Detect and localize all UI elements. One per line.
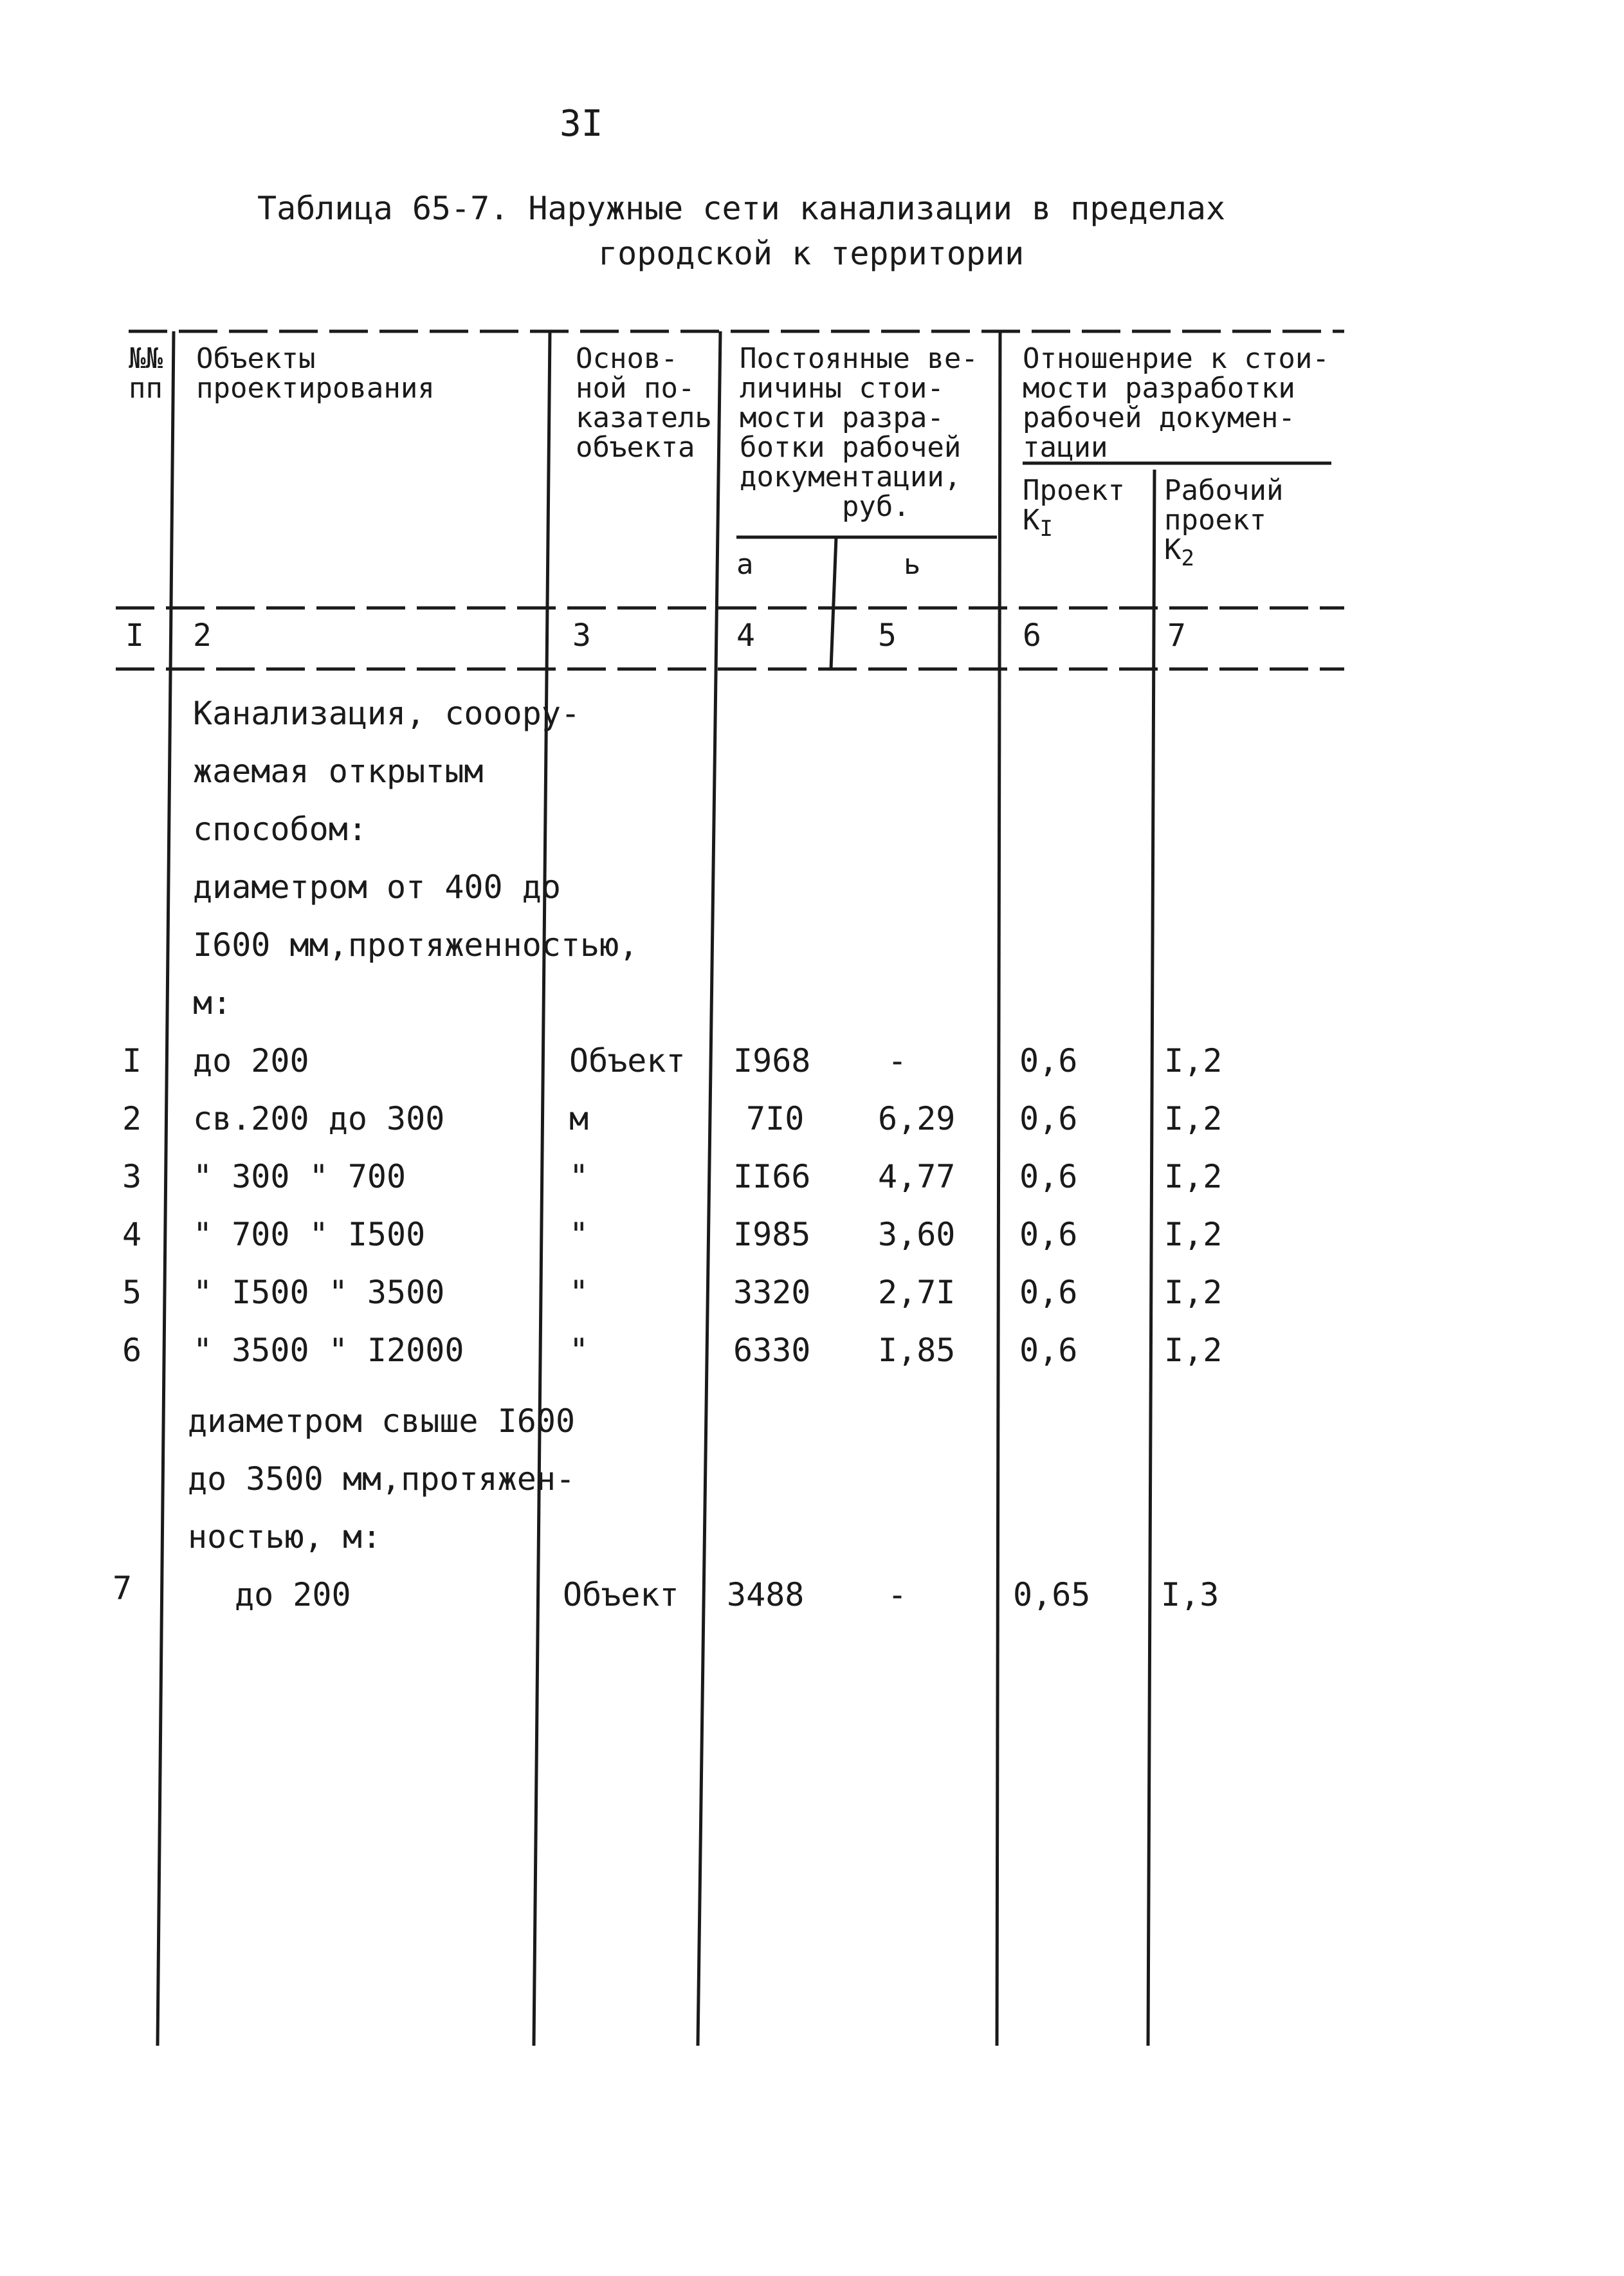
row-object: " 3500 " I2000 xyxy=(193,1332,464,1369)
table-title-line2: городской к территории xyxy=(598,235,1025,272)
row-value-a: 6330 xyxy=(733,1332,811,1369)
row-value-a: I985 xyxy=(733,1216,811,1253)
row-k1: 0,6 xyxy=(1019,1158,1078,1195)
row-indicator: " xyxy=(569,1158,589,1195)
row-object: св.200 до 300 xyxy=(193,1100,445,1137)
row-value-b: 4,77 xyxy=(878,1158,956,1195)
row-number: 3 xyxy=(122,1158,142,1195)
colnum-6: 6 xyxy=(1023,618,1041,654)
row-number: 4 xyxy=(122,1216,142,1253)
row-number: 2 xyxy=(122,1100,142,1137)
row-number: 7 xyxy=(113,1570,132,1607)
row-indicator: " xyxy=(569,1274,589,1311)
page-number: 3I xyxy=(560,103,603,145)
row-value-b: 6,29 xyxy=(878,1100,956,1137)
row-k2: I,2 xyxy=(1164,1216,1223,1253)
header-objects: Объекты проектирования xyxy=(196,342,435,405)
row-value-b: - xyxy=(888,1576,908,1613)
row-k1: 0,6 xyxy=(1019,1332,1078,1369)
row-value-a: 3320 xyxy=(733,1274,811,1311)
row-indicator: Объект xyxy=(563,1576,679,1613)
section1-line: диаметром от 400 до xyxy=(193,868,561,906)
row-k2: I,2 xyxy=(1164,1332,1223,1369)
header-row-number: №№ пп xyxy=(129,342,163,405)
colnum-2: 2 xyxy=(193,618,212,654)
section1-line: жаемая открытым xyxy=(193,753,484,790)
row-number: 5 xyxy=(122,1274,142,1311)
colnum-4: 4 xyxy=(736,618,755,654)
row-k2: I,2 xyxy=(1164,1100,1223,1137)
header-ratio: Отношенрие к стои- мости разработки рабочей докумен- тации xyxy=(1023,342,1329,464)
row-k2: I,2 xyxy=(1164,1042,1223,1079)
header-constant-values: Постоянные ве- личины стои- мости разра- ботки рабочей документации, руб. xyxy=(740,342,978,523)
colnum-3: 3 xyxy=(572,618,591,654)
row-number: 6 xyxy=(122,1332,142,1369)
section2-line: ностью, м: xyxy=(188,1518,382,1556)
section1-line: м: xyxy=(193,984,232,1022)
section1-line: I600 мм,протяженностью, xyxy=(193,926,639,964)
header-working-project: Рабочий проект $К_2$ xyxy=(1164,474,1284,571)
colnum-7: 7 xyxy=(1167,618,1186,654)
header-project: Проект $К_I$ xyxy=(1023,474,1125,542)
section1-line: Канализация, сооору- xyxy=(193,695,581,732)
row-object: до 200 xyxy=(193,1042,309,1079)
row-indicator: " xyxy=(569,1216,589,1253)
header-col-a: а xyxy=(736,548,754,581)
section1-line: способом: xyxy=(193,811,367,848)
section2-line: до 3500 мм,протяжен- xyxy=(188,1460,576,1498)
row-object: до 200 xyxy=(235,1576,351,1613)
row-indicator: Объект xyxy=(569,1042,686,1079)
row-k1: 0,6 xyxy=(1019,1216,1078,1253)
section2-line: диаметром свыше I600 xyxy=(188,1402,576,1440)
row-value-a: I968 xyxy=(733,1042,811,1079)
row-value-a: II66 xyxy=(733,1158,811,1195)
table-title: Таблица 65-7. Наружные сети канализации в пределах xyxy=(257,190,1226,227)
row-value-b: - xyxy=(888,1042,908,1079)
row-object: " 300 " 700 xyxy=(193,1158,406,1195)
row-k1: 0,6 xyxy=(1019,1100,1078,1137)
row-value-b: I,85 xyxy=(878,1332,956,1369)
colnum-5: 5 xyxy=(878,618,897,654)
row-value-b: 3,60 xyxy=(878,1216,956,1253)
row-value-a: 3488 xyxy=(727,1576,805,1613)
row-k2: I,2 xyxy=(1164,1158,1223,1195)
colnum-1: I xyxy=(125,618,144,654)
row-object: " 700 " I500 xyxy=(193,1216,426,1253)
row-k2: I,2 xyxy=(1164,1274,1223,1311)
header-col-b: ь xyxy=(904,548,921,581)
row-value-b: 2,7I xyxy=(878,1274,956,1311)
row-indicator: м xyxy=(569,1100,589,1137)
header-indicator: Основ- ной по- казатель объекта xyxy=(576,342,712,464)
row-indicator: " xyxy=(569,1332,589,1369)
row-k2: I,3 xyxy=(1161,1576,1219,1613)
row-k1: 0,6 xyxy=(1019,1274,1078,1311)
row-value-a: 7I0 xyxy=(746,1100,805,1137)
row-object: " I500 " 3500 xyxy=(193,1274,445,1311)
row-k1: 0,65 xyxy=(1013,1576,1091,1613)
row-number: I xyxy=(122,1042,142,1079)
row-k1: 0,6 xyxy=(1019,1042,1078,1079)
